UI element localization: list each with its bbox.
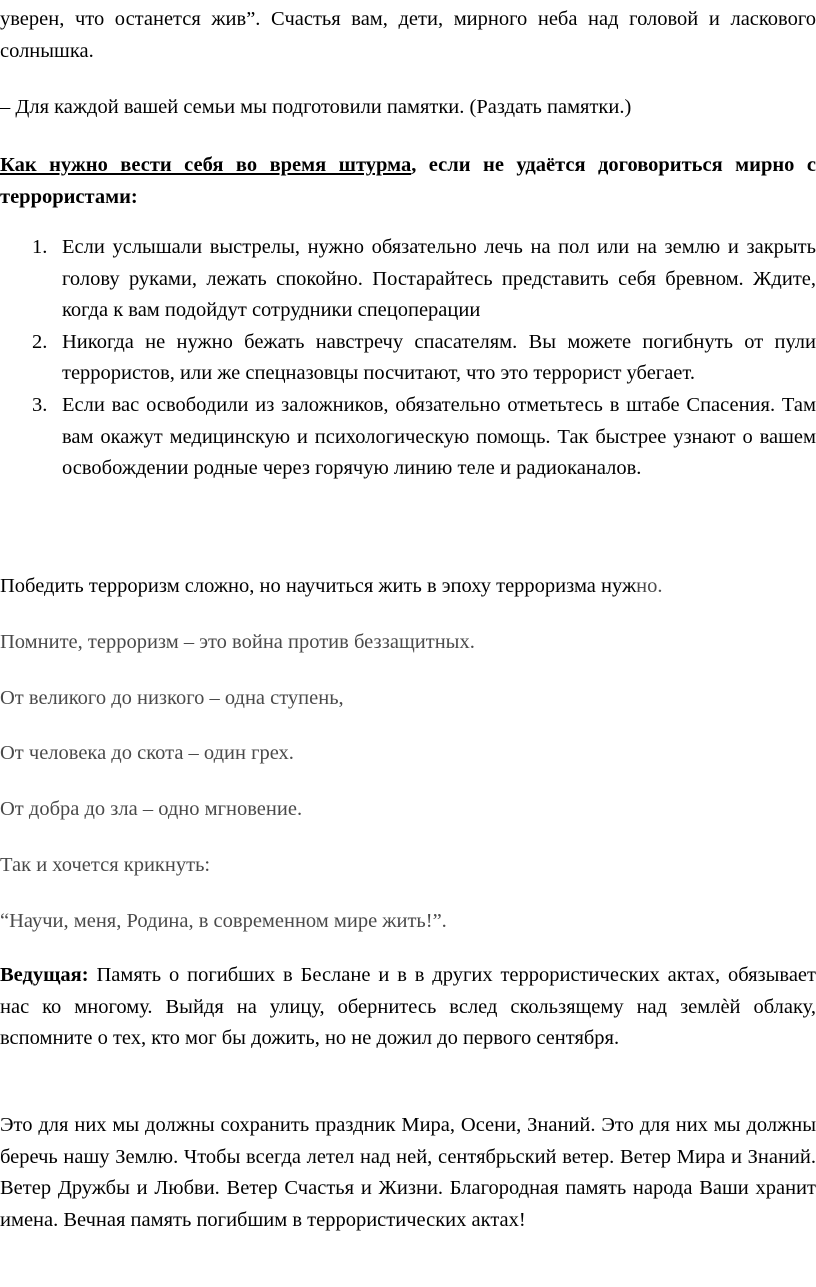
list-item-text: Если услышали выстрелы, нужно обязательно лечь на пол или на землю и закрыть голову руками, лежать спокойно. Постарайтесь представить себя бревном. Ждите, когда к вам подойдут сотрудники спецоперации	[62, 236, 816, 322]
section-heading	[0, 150, 816, 213]
poem-line-7: “Научи, меня, Родина, в современном мире жить!”.	[0, 910, 447, 932]
instructions-list	[0, 232, 816, 485]
section-heading-rest: , если не удаётся договориться мирно с террористами:	[0, 154, 816, 208]
poem-line-1-dark: Победить терроризм сложно, но научиться жить в эпоху терроризма нуж	[0, 575, 637, 597]
intro-paragraph: уверен, что останется жив”. Счастья вам, дети, мирного неба над головой и ласкового солнышка.	[0, 8, 816, 62]
list-item-number: 2.	[32, 330, 48, 353]
handout-note: – Для каждой вашей семьи мы подготовили памятки. (Раздать памятки.)	[0, 96, 632, 118]
list-item	[0, 390, 816, 485]
list-item-number: 1.	[32, 236, 48, 258]
list-item-text: Никогда не нужно бежать навстречу спасателям. Вы можете погибнуть от пули террористов, или же спецназовцы посчитают, что это террорист убегает.	[62, 330, 816, 385]
host-paragraph	[0, 960, 816, 1055]
poem-line-1	[0, 571, 816, 603]
poem-line-3: От великого до низкого – одна ступень,	[0, 687, 344, 709]
poem-line-5: От добра до зла – одно мгновение.	[0, 798, 303, 820]
list-item-number: 3.	[32, 393, 48, 416]
list-item-text: Если вас освободили из заложников, обязательно отметьтесь в штабе Спасения. Там вам окажут медицинскую и психологическую помощь. Так быстрее узнают о вашем освобождении родные через горячую линию теле и радиоканалов.	[62, 393, 816, 480]
poem-line-4: От человека до скота – один грех.	[0, 742, 294, 764]
closing-paragraph: Это для них мы должны сохранить праздник Мира, Осени, Знаний. Это для них мы должны беречь нашу Землю. Чтобы всегда летел над ней, сентябрьский ветер. Ветер Мира и Знаний. Ветер Дружбы и Любви. Ветер Счастья и Жизни. Благородная память народа Ваши хранит имена. Вечная память погибшим в террористических актах!	[0, 1114, 816, 1231]
poem-line-1-gray: но.	[636, 575, 663, 597]
host-text: Память о погибших в Беслане и в в других террористических актах, обязывает нас ко многому. Выйдя на улицу, обернитесь вслед скользящему над землѐй облаку, вспомните о тех, кто мог бы дожить, но не дожил до первого сентября.	[0, 964, 816, 1050]
poem-line-2: Помните, терроризм – это война против беззащитных.	[0, 631, 475, 653]
list-item	[0, 327, 816, 390]
section-heading-underlined: Как нужно вести себя во время штурма	[0, 154, 412, 176]
poem-line-6: Так и хочется крикнуть:	[0, 854, 211, 876]
list-item	[0, 232, 816, 327]
host-label: Ведущая:	[0, 964, 89, 986]
